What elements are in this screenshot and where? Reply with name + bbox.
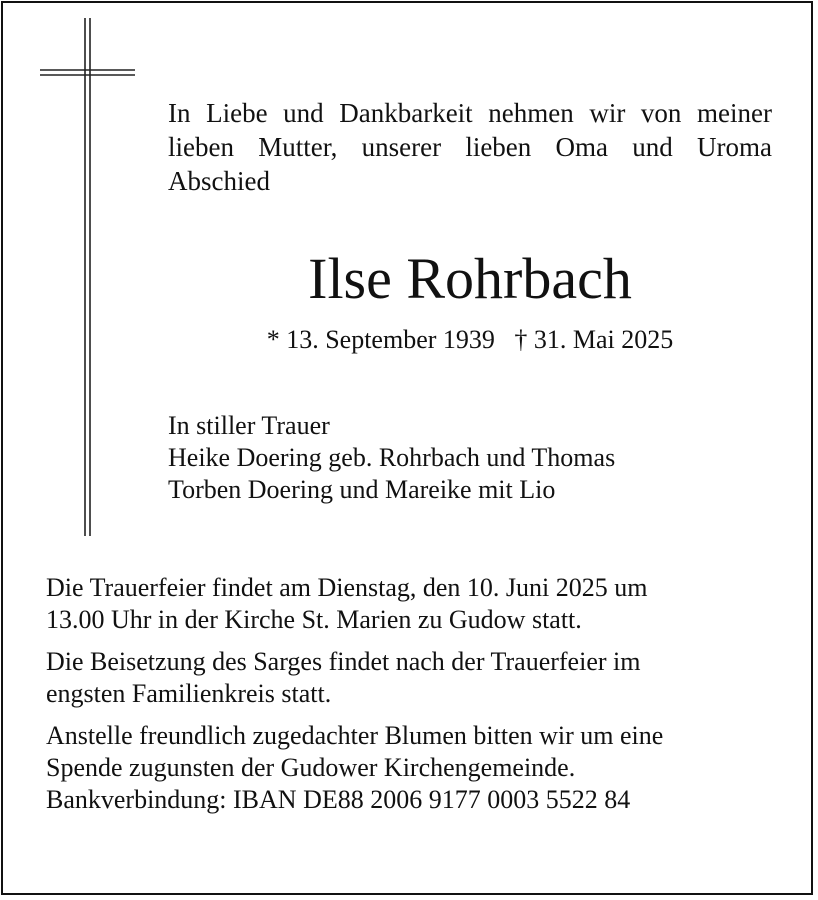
burial-line: Die Beisetzung des Sarges findet nach der Trauerfeier im <box>46 647 641 676</box>
intro-text: In Liebe und Dankbarkeit nehmen wir von meiner lieben Mutter, unserer lieben Oma und Uroma Abschied <box>168 98 772 196</box>
life-dates: * 13. September 1939 † 31. Mai 2025 <box>266 325 674 354</box>
burial-line: engsten Familienkreis statt. <box>46 679 332 708</box>
bank-details: Bankverbindung: IBAN DE88 2006 9177 0003 5522 84 <box>46 785 631 814</box>
donation-paragraph <box>46 720 786 816</box>
burial-paragraph <box>46 646 786 710</box>
mourners-heading: In stiller Trauer <box>168 411 330 440</box>
donation-line: Spende zugunsten der Gudower Kirchengemeinde. <box>46 753 576 782</box>
mourner-line: Heike Doering geb. Rohrbach und Thomas <box>168 443 616 472</box>
mourners-block <box>168 410 772 506</box>
mourner-line: Torben Doering und Mareike mit Lio <box>168 475 556 504</box>
service-line: Die Trauerfeier findet am Dienstag, den 10. Juni 2025 um <box>46 573 648 602</box>
service-line: 13.00 Uhr in der Kirche St. Marien zu Gudow statt. <box>46 605 582 634</box>
deceased-name: Ilse Rohrbach <box>308 246 632 311</box>
service-paragraph <box>46 572 786 636</box>
info-block <box>46 572 786 826</box>
donation-line: Anstelle freundlich zugedachter Blumen bitten wir um eine <box>46 721 664 750</box>
